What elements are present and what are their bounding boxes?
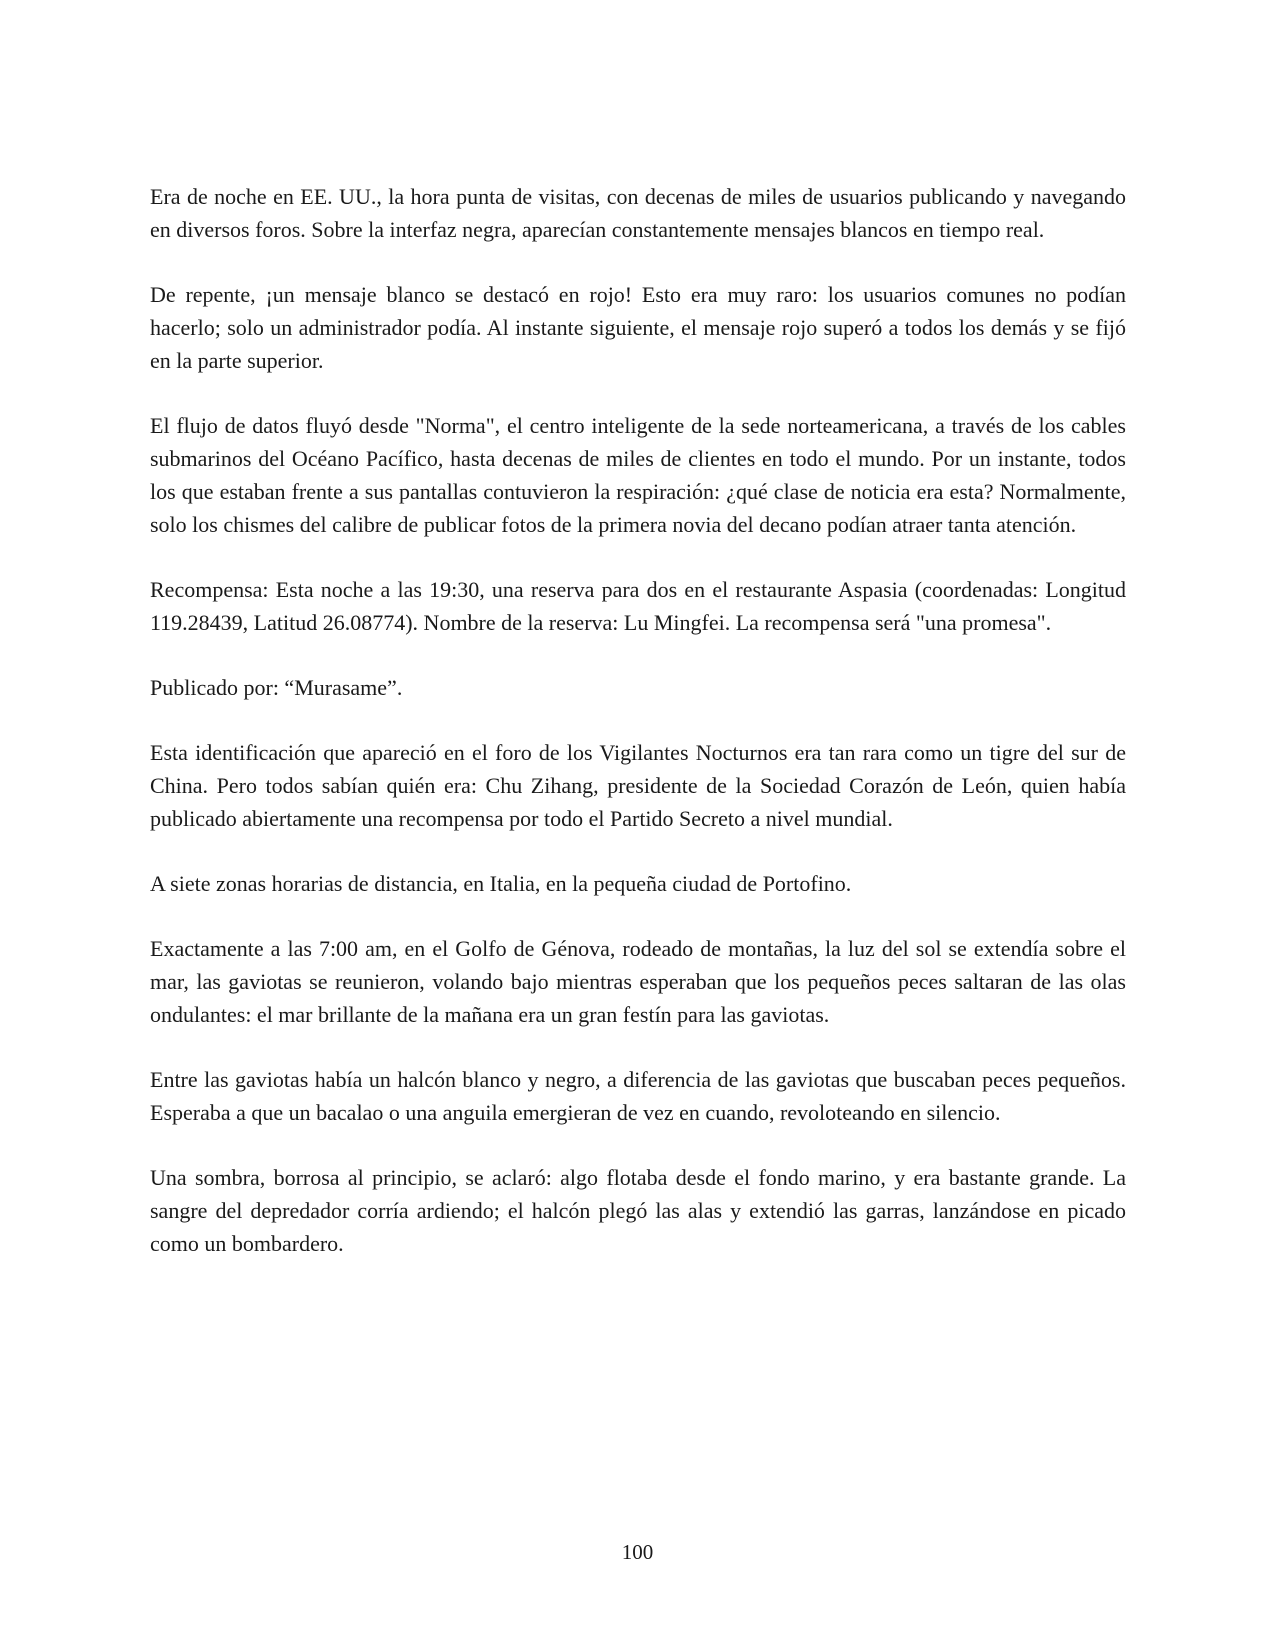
paragraph: Exactamente a las 7:00 am, en el Golfo de Génova, rodeado de montañas, la luz del sol se extendía sobre el mar, las gaviotas se reunieron, volando bajo mientras esperaban que los pequeños peces saltaran de las olas ondulantes: el mar brillante de la mañana era un gran festín para las gaviotas. xyxy=(150,936,1126,1027)
paragraph: Recompensa: Esta noche a las 19:30, una reserva para dos en el restaurante Aspasia (coordenadas: Longitud 119.28439, Latitud 26.08774). Nombre de la reserva: Lu Mingfei. La recompensa será "una promesa". xyxy=(150,577,1126,635)
paragraph: Esta identificación que apareció en el foro de los Vigilantes Nocturnos era tan rara como un tigre del sur de China. Pero todos sabían quién era: Chu Zihang, presidente de la Sociedad Corazón de León, quien había publicado abiertamente una recompensa por todo el Partido Secreto a nivel mundial. xyxy=(150,740,1126,831)
paragraph: Era de noche en EE. UU., la hora punta de visitas, con decenas de miles de usuarios publicando y navegando en diversos foros. Sobre la interfaz negra, aparecían constantemente mensajes blancos en tiempo real. xyxy=(150,184,1126,242)
page-number: 100 xyxy=(621,1540,654,1564)
paragraph: A siete zonas horarias de distancia, en Italia, en la pequeña ciudad de Portofino. xyxy=(150,871,852,896)
paragraph: Una sombra, borrosa al principio, se aclaró: algo flotaba desde el fondo marino, y era bastante grande. La sangre del depredador corría ardiendo; el halcón plegó las alas y extendió las garras, lanzándose en picado como un bombardero. xyxy=(150,1165,1126,1256)
paragraph: De repente, ¡un mensaje blanco se destacó en rojo! Esto era muy raro: los usuarios comunes no podían hacerlo; solo un administrador podía. Al instante siguiente, el mensaje rojo superó a todos los demás y se fijó en la parte superior. xyxy=(150,282,1126,373)
paragraph: Publicado por: “Murasame”. xyxy=(150,675,403,700)
paragraph: Entre las gaviotas había un halcón blanco y negro, a diferencia de las gaviotas que buscaban peces pequeños. Esperaba a que un bacalao o una anguila emergieran de vez en cuando, revoloteando en silencio. xyxy=(150,1067,1126,1125)
paragraph: El flujo de datos fluyó desde "Norma", el centro inteligente de la sede norteamericana, a través de los cables submarinos del Océano Pacífico, hasta decenas de miles de clientes en todo el mundo. Por un instante, todos los que estaban frente a sus pantallas contuvieron la respiración: ¿qué clase de noticia era esta? Normalmente, solo los chismes del calibre de publicar fotos de la primera novia del decano podían atraer tanta atención. xyxy=(150,413,1126,537)
body-text xyxy=(150,180,1126,1292)
